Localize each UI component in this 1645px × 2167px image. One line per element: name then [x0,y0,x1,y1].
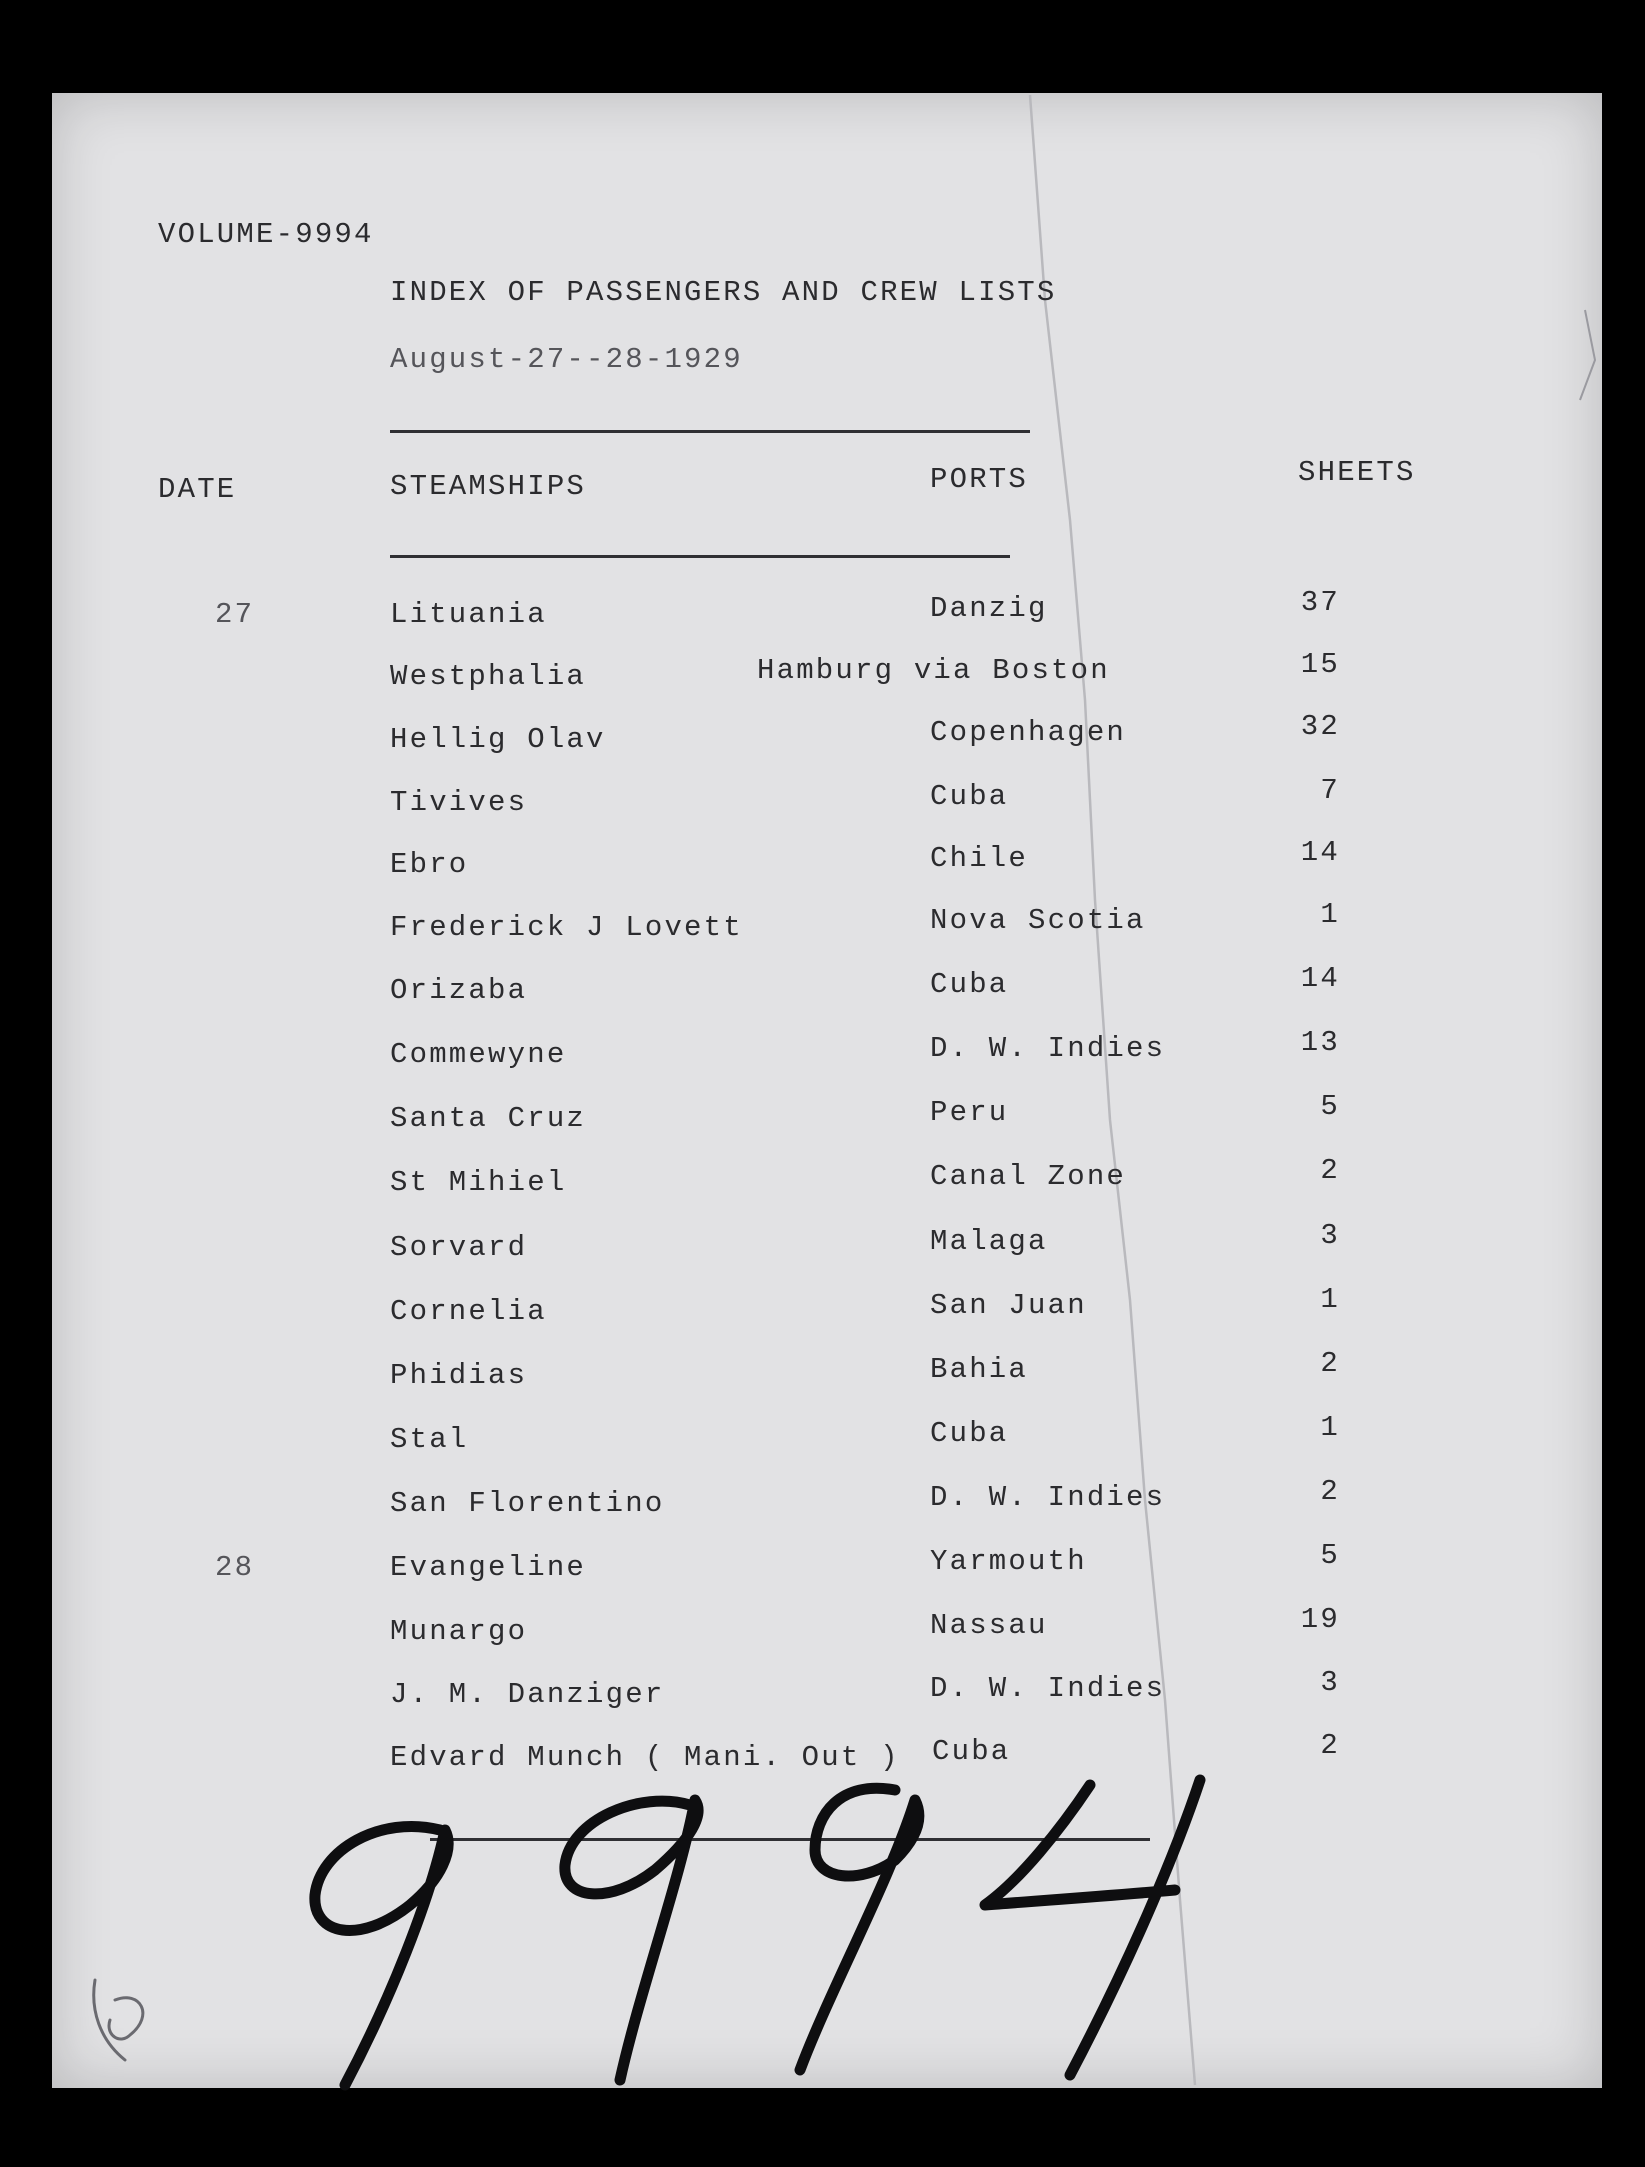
row-port: Peru [930,1096,1009,1129]
row-steamship: St Mihiel [390,1166,567,1199]
row-sheets: 15 [1300,648,1340,681]
row-port: D. W. Indies [930,1481,1166,1514]
column-header-ports: PORTS [930,463,1029,496]
row-sheets: 3 [1320,1666,1340,1699]
row-steamship: Lituania [390,598,547,631]
row-sheets: 1 [1320,898,1340,931]
row-port: Cuba [930,968,1009,1001]
row-sheets: 19 [1300,1603,1340,1636]
row-port: Cuba [932,1735,1011,1768]
handwritten-number-text: 9994 [0,0,3,1]
row-date: 27 [215,598,255,631]
row-sheets: 2 [1320,1154,1340,1187]
volume-label: VOLUME-9994 [158,218,374,251]
row-port: Chile [930,842,1029,875]
column-header-sheets: SHEETS [1298,456,1416,489]
row-sheets: 37 [1300,586,1340,619]
column-header-steamships: STEAMSHIPS [390,470,587,503]
row-sheets: 2 [1320,1347,1340,1380]
row-steamship: Evangeline [390,1551,587,1584]
row-sheets: 32 [1300,710,1340,743]
row-sheets: 7 [1320,774,1340,807]
row-steamship: Hellig Olav [390,723,606,756]
row-steamship: Santa Cruz [390,1102,587,1135]
row-port: Cuba [930,780,1009,813]
row-steamship: San Florentino [390,1487,665,1520]
row-steamship: Phidias [390,1359,528,1392]
row-port: Copenhagen [930,716,1127,749]
row-port: Cuba [930,1417,1009,1450]
row-port: Nova Scotia [930,904,1146,937]
row-port: Canal Zone [930,1160,1127,1193]
row-port: Malaga [930,1225,1048,1258]
row-port: D. W. Indies [930,1032,1166,1065]
row-steamship: Ebro [390,848,469,881]
row-steamship: Tivives [390,786,528,819]
row-sheets: 1 [1320,1411,1340,1444]
row-steamship: Edvard Munch ( Mani. Out ) [390,1741,900,1774]
row-steamship: Commewyne [390,1038,567,1071]
row-steamship: J. M. Danziger [390,1678,665,1711]
row-steamship: Cornelia [390,1295,547,1328]
row-port: D. W. Indies [930,1672,1166,1705]
row-port: Yarmouth [930,1545,1087,1578]
column-header-date: DATE [158,473,237,506]
date-range: August-27--28-1929 [390,343,743,376]
row-sheets: 2 [1320,1475,1340,1508]
row-port: San Juan [930,1289,1087,1322]
row-sheets: 2 [1320,1729,1340,1762]
row-sheets: 3 [1320,1219,1340,1252]
document-title: INDEX OF PASSENGERS AND CREW LISTS [390,276,1057,309]
row-date: 28 [215,1551,255,1584]
row-port: Nassau [930,1609,1048,1642]
row-steamship: Orizaba [390,974,528,1007]
row-steamship: Sorvard [390,1231,528,1264]
row-port: Danzig [930,592,1048,625]
row-sheets: 13 [1300,1026,1340,1059]
corner-mark-icon [94,1980,143,2060]
row-port: Hamburg via Boston [757,654,1110,687]
row-sheets: 1 [1320,1283,1340,1316]
row-steamship: Westphalia [390,660,587,693]
row-port: Bahia [930,1353,1029,1386]
row-sheets: 14 [1300,962,1340,995]
row-sheets: 14 [1300,836,1340,869]
row-steamship: Frederick J Lovett [390,911,743,944]
row-steamship: Munargo [390,1615,528,1648]
row-sheets: 5 [1320,1539,1340,1572]
row-sheets: 5 [1320,1090,1340,1123]
row-steamship: Stal [390,1423,469,1456]
